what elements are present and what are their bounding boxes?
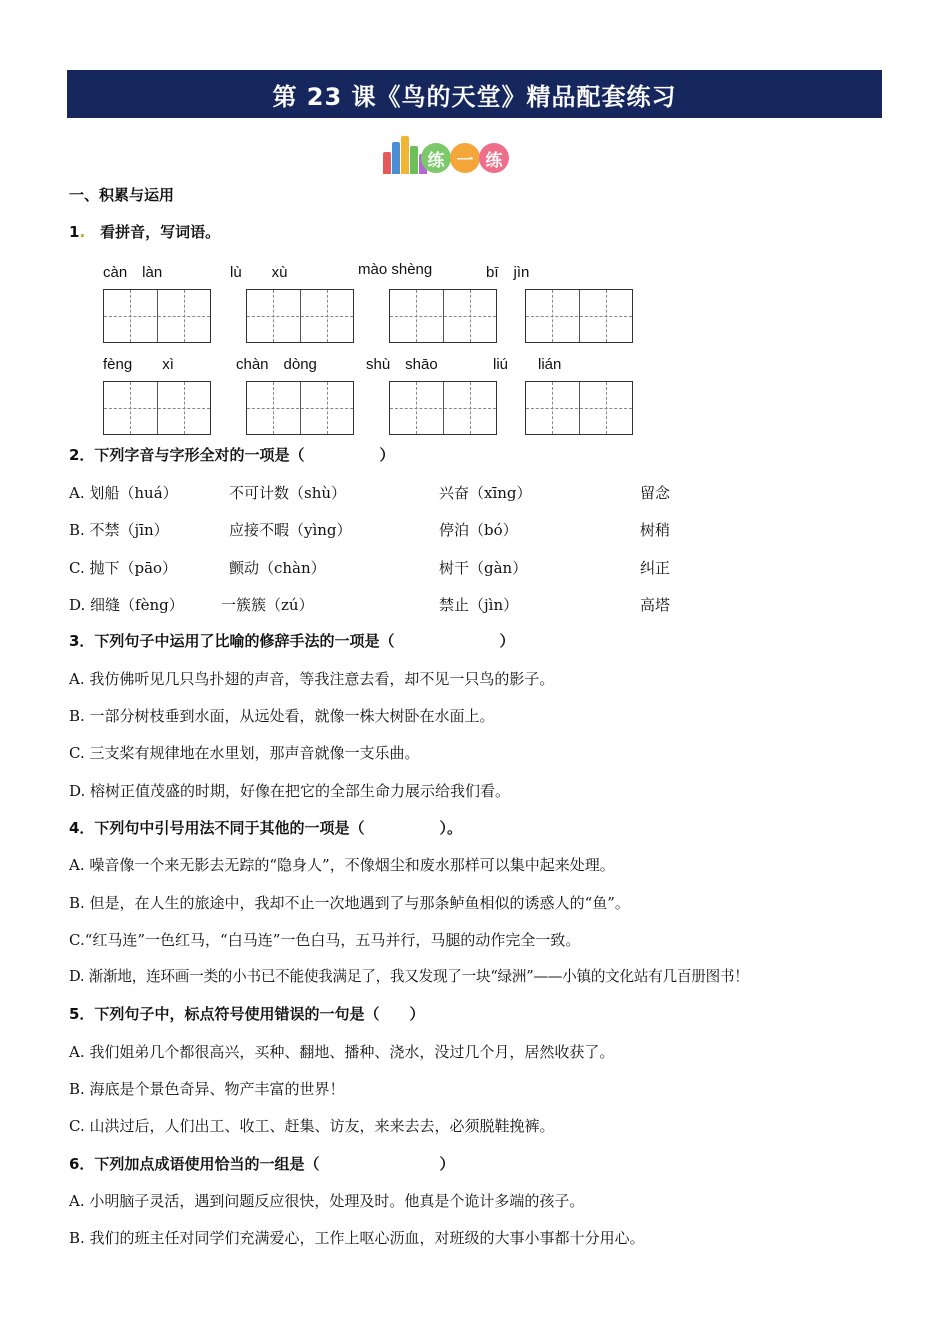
question-text: 看拼音，写词语。: [100, 223, 221, 241]
option-cell: 不可计数（shù）: [229, 484, 347, 502]
option-b: B. 但是，在人生的旅途中，我却不止一次地遇到了与那条鲈鱼相似的诱惑人的“鱼”。: [69, 894, 630, 912]
option-b: B. 我们的班主任对同学们充满爱心，工作上呕心沥血，对班级的大事小事都十分用心。: [69, 1229, 645, 1247]
question-4-stem: 4．下列句中引号用法不同于其他的一项是（ ）。: [69, 819, 462, 837]
option-a: A. 噪音像一个来无影去无踪的“隐身人”，不像烟尘和废水那样可以集中起来处理。: [69, 856, 615, 874]
question-dot: .: [79, 223, 86, 241]
option-cell: 纠正: [640, 559, 671, 577]
pinyin-label: lù xù: [230, 264, 288, 281]
section-heading: 一、积累与运用: [69, 186, 175, 204]
writing-grid[interactable]: [246, 381, 354, 435]
option-b: B. 一部分树枝垂到水面，从远处看，就像一株大树卧在水面上。: [69, 707, 495, 725]
badge-char: 练: [421, 143, 451, 173]
pinyin-label: càn làn: [103, 264, 163, 281]
question-6-stem: 6．下列加点成语使用恰当的一组是（ ）: [69, 1155, 455, 1173]
option-c: C. 山洪过后，人们出工、收工、赶集、访友，来来去去，必须脱鞋挽裤。: [69, 1117, 555, 1135]
badge-char: 练: [479, 143, 509, 173]
option-cell: 禁止（jìn）: [439, 596, 519, 614]
building-icon: [383, 152, 391, 174]
writing-grid[interactable]: [103, 381, 211, 435]
option-d: D. 渐渐地，连环画一类的小书已不能使我满足了，我又发现了一块“绿洲”——小镇的文化站有几百册图书！: [69, 968, 749, 985]
option-cell: 树干（gàn）: [439, 559, 528, 577]
option-c: C.“红马连”一色红马，“白马连”一色白马，五马并行，马腿的动作完全一致。: [69, 931, 581, 949]
building-icon: [401, 136, 409, 174]
option-d: D. 榕树正值茂盛的时期，好像在把它的全部生命力展示给我们看。: [69, 782, 511, 800]
option-cell: B. 不禁（jīn）: [69, 521, 169, 539]
writing-grid[interactable]: [246, 289, 354, 343]
writing-grid[interactable]: [525, 289, 633, 343]
question-3-stem: 3．下列句子中运用了比喻的修辞手法的一项是（ ）: [69, 632, 515, 650]
option-cell: 应接不暇（yìng）: [229, 521, 352, 539]
page-title: 第 23 课《鸟的天堂》精品配套练习: [67, 70, 882, 118]
badge-char: 一: [450, 143, 480, 173]
pinyin-label: chàn dòng: [236, 356, 317, 373]
writing-grid[interactable]: [525, 381, 633, 435]
question-5-stem: 5．下列句子中，标点符号使用错误的一句是（ ）: [69, 1005, 425, 1023]
option-b: B. 海底是个景色奇异、物产丰富的世界！: [69, 1080, 345, 1098]
option-cell: 一簇簇（zú）: [221, 596, 314, 614]
pinyin-label: fèng xì: [103, 356, 174, 373]
option-a: A. 小明脑子灵活，遇到问题反应很快，处理及时。他真是个诡计多端的孩子。: [69, 1192, 585, 1210]
writing-grid[interactable]: [103, 289, 211, 343]
pinyin-label: mào shèng: [358, 261, 433, 278]
option-cell: 树稍: [640, 521, 671, 539]
option-cell: C. 抛下（pāo）: [69, 559, 178, 577]
pinyin-label: bī jìn: [486, 264, 530, 281]
option-a: A. 我们姐弟几个都很高兴，买种、翻地、播种、浇水，没过几个月，居然收获了。: [69, 1043, 615, 1061]
option-cell: 停泊（bó）: [439, 521, 518, 539]
practice-badge: [381, 134, 511, 178]
option-c: C. 三支桨有规律地在水里划，那声音就像一支乐曲。: [69, 744, 420, 762]
option-a: A. 我仿佛听见几只鸟扑翅的声音，等我注意去看，却不见一只鸟的影子。: [69, 670, 555, 688]
writing-grid[interactable]: [389, 289, 497, 343]
option-cell: A. 划船（huá）: [69, 484, 178, 502]
option-cell: 留念: [640, 484, 671, 502]
question-1-stem: [69, 222, 220, 242]
option-cell: D. 细缝（fèng）: [69, 596, 184, 614]
option-cell: 颤动（chàn）: [229, 559, 326, 577]
question-number: 1: [69, 223, 80, 241]
question-2-stem: 2．下列字音与字形全对的一项是（ ）: [69, 446, 395, 464]
building-icon: [392, 142, 400, 174]
pinyin-label: liú lián: [493, 356, 562, 373]
building-icon: [410, 146, 418, 174]
writing-grid[interactable]: [389, 381, 497, 435]
option-cell: 兴奋（xīng）: [439, 484, 532, 502]
option-cell: 高塔: [640, 596, 671, 614]
pinyin-label: shù shāo: [366, 356, 438, 373]
